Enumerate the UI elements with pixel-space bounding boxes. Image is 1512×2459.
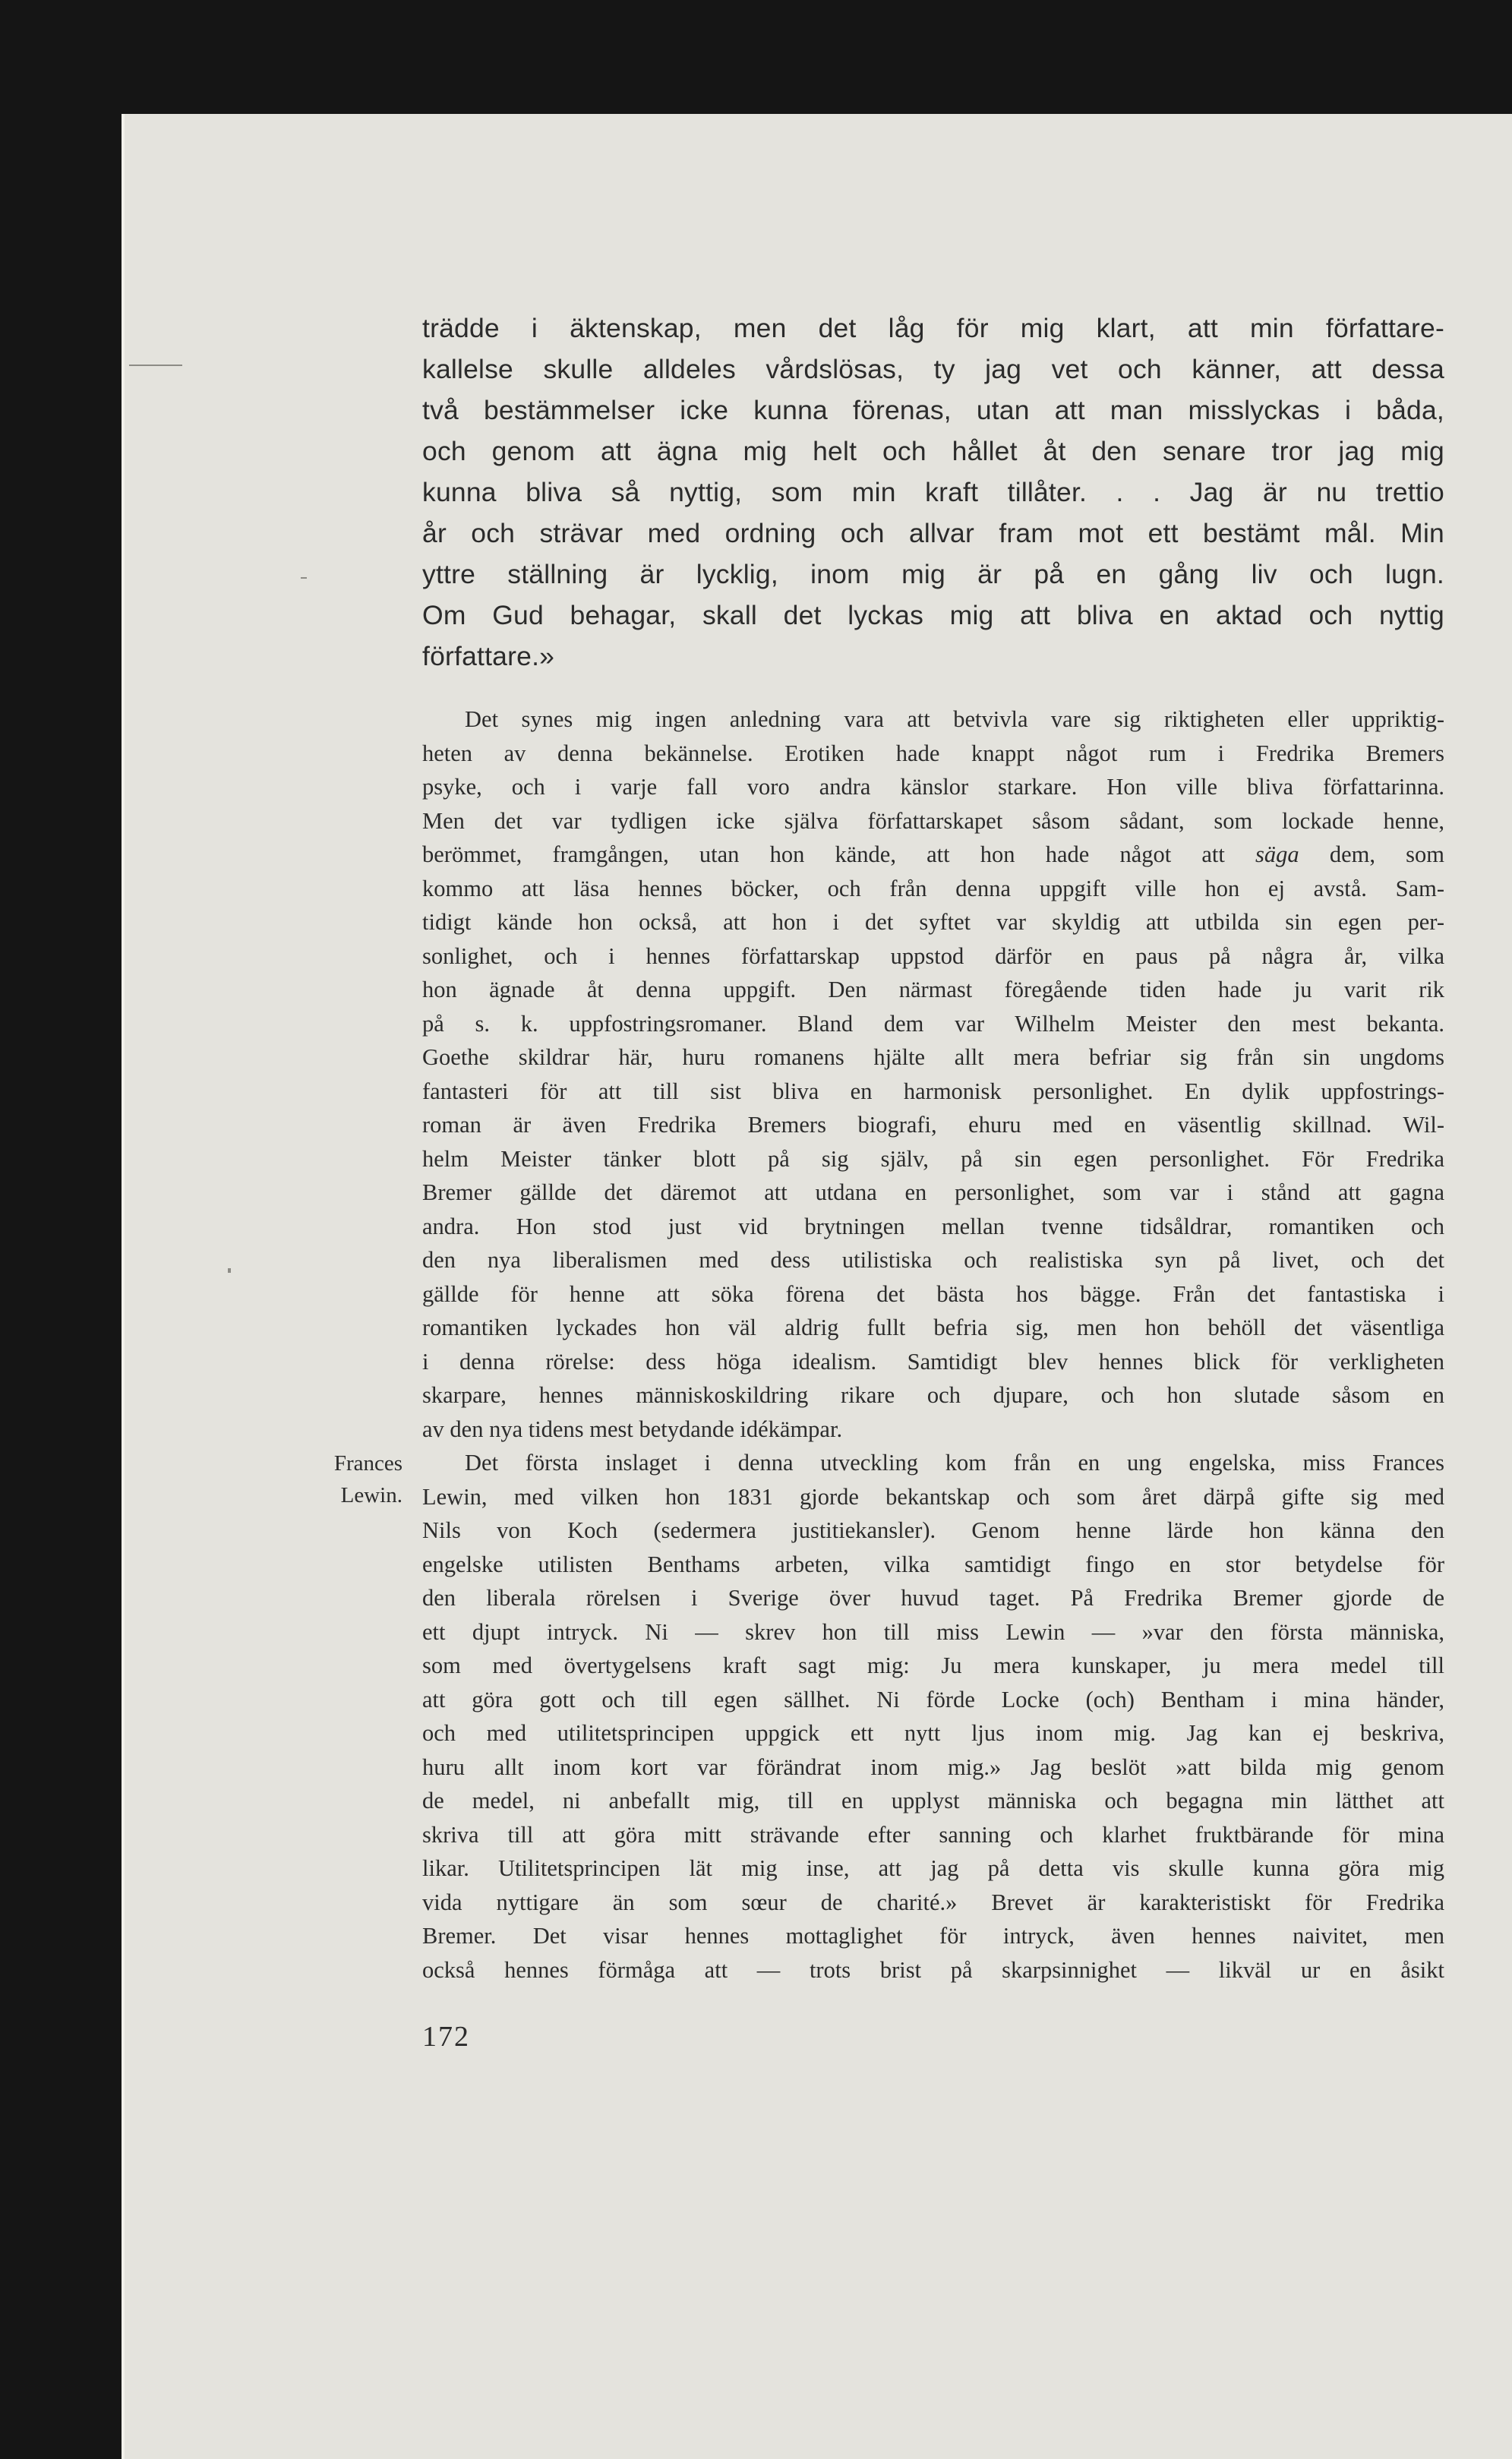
- body-line: roman är även Fredrika Bremers biografi, ehuru med en väsentlig skillnad. Wil-: [422, 1112, 1444, 1138]
- body-line: kommo att läsa hennes böcker, och från denna uppgift ville hon ej avstå. Sam-: [422, 875, 1444, 901]
- paper-fleck: [228, 1268, 231, 1273]
- paper-fleck: [129, 365, 182, 366]
- body-line: den liberala rörelsen i Sverige över huvud taget. På Fredrika Bremer gjorde de: [422, 1585, 1444, 1611]
- quote-line: kunna bliva så nyttig, som min kraft tillåter. . . Jag är nu trettio: [422, 477, 1444, 507]
- body-line: Nils von Koch (sedermera justitiekansler). Genom henne lärde hon känna den: [422, 1517, 1444, 1543]
- quote-line: kallelse skulle alldeles vårdslösas, ty jag vet och känner, att dessa: [422, 354, 1444, 384]
- body-line: hon ägnade åt denna uppgift. Den närmast föregående tiden hade ju varit rik: [422, 977, 1444, 1002]
- body-line: på s. k. uppfostringsromaner. Bland dem var Wilhelm Meister den mest bekanta.: [422, 1010, 1444, 1037]
- page-edge: [122, 114, 125, 2459]
- body-line: skarpare, hennes människoskildring rikare och djupare, och hon slutade såsom en: [422, 1382, 1444, 1408]
- body-line: som med övertygelsens kraft sagt mig: Ju mera kunskaper, ju mera medel till: [422, 1652, 1444, 1678]
- quoted-letter: [422, 308, 1444, 677]
- body-line: av den nya tidens mest betydande idékämpar.: [422, 1416, 843, 1442]
- body-line: också hennes förmåga att — trots brist på skarpsinnighet — likväl ur en åsikt: [422, 1956, 1444, 1983]
- body-line: Det första inslaget i denna utveckling kom från en ung engelska, miss Frances: [465, 1450, 1444, 1476]
- body-line: gällde för henne att söka förena det bästa hos bägge. Från det fantastiska i: [422, 1280, 1444, 1307]
- body-line: Men det var tydligen icke själva författarskapet såsom sådant, som lockade henne,: [422, 807, 1444, 834]
- quote-line: Om Gud behagar, skall det lyckas mig att bliva en aktad och nyttig: [422, 600, 1444, 630]
- quote-line: två bestämmelser icke kunna förenas, utan att man misslyckas i båda,: [422, 395, 1444, 425]
- body-line: Bremer gällde det däremot att utdana en personlighet, som var i stånd att gagna: [422, 1179, 1444, 1205]
- body-line: likar. Utilitetsprincipen lät mig inse, att jag på detta vis skulle kunna göra mig: [422, 1855, 1444, 1881]
- body-line: berömmet, framgången, utan hon kände, att hon hade något att säga dem, som: [422, 841, 1444, 867]
- body-line: helm Meister tänker blott på sig själv, på sin egen personlighet. För Fredrika: [422, 1145, 1444, 1172]
- body-line: de medel, ni anbefallt mig, till en upplyst människa och begagna min lätthet att: [422, 1788, 1444, 1813]
- body-line: vida nyttigare än som sœur de charité.» Brevet är karakteristiskt för Fredrika: [422, 1889, 1444, 1915]
- margin-note: [304, 1447, 402, 1511]
- body-line: Det synes mig ingen anledning vara att betvivla vare sig riktigheten eller uppriktig-: [465, 706, 1444, 732]
- margin-note-line: Frances: [333, 1451, 402, 1476]
- quote-line: år och strävar med ordning och allvar fram mot ett bestämt mål. Min: [422, 518, 1444, 548]
- body-line: tidigt kände hon också, att hon i det syftet var skyldig att utbilda sin egen per-: [422, 909, 1444, 935]
- paper-fleck: [301, 577, 307, 579]
- body-line: engelske utilisten Benthams arbeten, vilka samtidigt fingo en stor betydelse för: [422, 1551, 1444, 1577]
- body-line: i denna rörelse: dess höga idealism. Samtidigt blev hennes blick för verkligheten: [422, 1348, 1444, 1375]
- body-line: fantasteri för att till sist bliva en harmonisk personlighet. En dylik uppfostrings-: [422, 1078, 1444, 1104]
- body-line: Bremer. Det visar hennes mottaglighet för intryck, även hennes naivitet, men: [422, 1923, 1444, 1949]
- body-line: skriva till att göra mitt strävande efter sanning och klarhet fruktbärande för mina: [422, 1821, 1444, 1848]
- quote-line: trädde i äktenskap, men det låg för mig klart, att min författare-: [422, 313, 1444, 343]
- body-line: sonlighet, och i hennes författarskap uppstod därför en paus på några år, vilka: [422, 942, 1444, 969]
- body-line: den nya liberalismen med dess utilistiska och realistiska syn på livet, och det: [422, 1247, 1444, 1273]
- body-line: andra. Hon stod just vid brytningen mellan tvenne tidsåldrar, romantiken och: [422, 1213, 1444, 1239]
- body-line: romantiken lyckades hon väl aldrig fullt befria sig, men hon behöll det väsentliga: [422, 1315, 1444, 1340]
- body-line: psyke, och i varje fall voro andra känslor starkare. Hon ville bliva författarinna.: [422, 774, 1444, 800]
- body-line: Lewin, med vilken hon 1831 gjorde bekantskap och som året därpå gifte sig med: [422, 1483, 1444, 1510]
- margin-note-line: Lewin.: [340, 1483, 402, 1507]
- body-line: huru allt inom kort var förändrat inom mig.» Jag beslöt »att bilda mig genom: [422, 1753, 1444, 1780]
- body-line: ett djupt intryck. Ni — skrev hon till miss Lewin — »var den första människa,: [422, 1618, 1444, 1645]
- page-number: 172: [422, 2021, 470, 2053]
- body-line: och med utilitetsprincipen uppgick ett nytt ljus inom mig. Jag kan ej beskriva,: [422, 1720, 1444, 1746]
- body-line: heten av denna bekännelse. Erotiken hade knappt något rum i Fredrika Bremers: [422, 740, 1444, 766]
- quote-line: författare.»: [422, 641, 555, 671]
- body-paragraphs: [422, 702, 1444, 1987]
- quote-line: och genom att ägna mig helt och hållet åt den senare tror jag mig: [422, 436, 1444, 466]
- body-line: att göra gott och till egen sällhet. Ni förde Locke (och) Bentham i mina händer,: [422, 1686, 1444, 1712]
- quote-line: yttre ställning är lycklig, inom mig är på en gång liv och lugn.: [422, 559, 1444, 589]
- body-line: Goethe skildrar här, huru romanens hjälte allt mera befriar sig från sin ungdoms: [422, 1044, 1444, 1070]
